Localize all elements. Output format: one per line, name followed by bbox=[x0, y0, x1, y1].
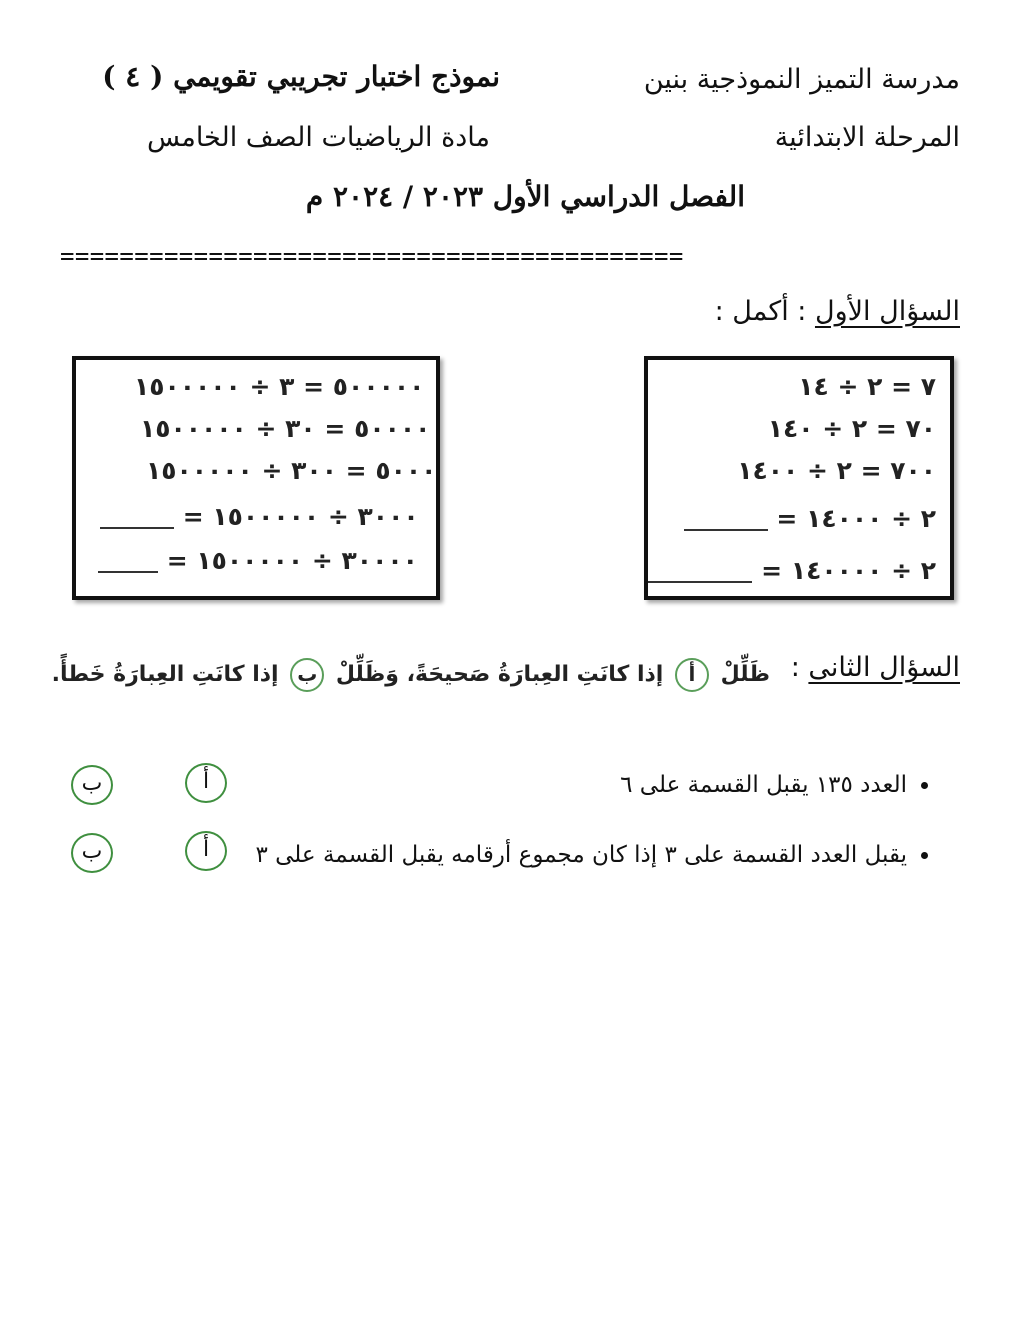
left-row-2 bbox=[140, 414, 430, 443]
q2-title bbox=[791, 652, 960, 683]
left-row-3 bbox=[146, 456, 436, 485]
q1-instruction: : أكمل : bbox=[714, 296, 815, 327]
left-row-4-blank[interactable] bbox=[100, 527, 174, 529]
right-row-1 bbox=[798, 372, 936, 401]
right-row-2-text: ٧٠ = ٢ ÷ ١٤٠ bbox=[767, 414, 936, 443]
right-row-4-blank[interactable] bbox=[684, 529, 768, 531]
bullet-icon bbox=[921, 852, 928, 859]
left-row-5-text: = ٣٠٠٠٠ ÷ ١٥٠٠٠٠٠ bbox=[166, 546, 418, 575]
q1-title bbox=[715, 296, 960, 327]
term-label: الفصل الدراسي الأول ٢٠٢٣ / ٢٠٢٤ م bbox=[305, 180, 745, 213]
right-row-2 bbox=[768, 414, 936, 443]
stage-label: المرحلة الابتدائية bbox=[774, 122, 960, 153]
q1-left-box bbox=[72, 356, 440, 600]
q2-instruction-false-text: إذا كانَتِ العِبارَةُ خَطأً. bbox=[51, 662, 279, 687]
bullet-icon bbox=[921, 782, 928, 789]
left-row-5-blank[interactable] bbox=[98, 571, 158, 573]
left-row-4 bbox=[100, 502, 419, 531]
q2-item-2-option-a[interactable]: أ bbox=[185, 831, 227, 871]
q2-item-2-text: يقبل العدد القسمة على ٣ إذا كان مجموع أرقامه يقبل القسمة على ٣ bbox=[255, 842, 907, 868]
q2-instruction-shade-a: ظَلِّلْ bbox=[720, 662, 770, 687]
subject-label: مادة الرياضيات الصف الخامس bbox=[146, 122, 490, 153]
right-row-1-text: ٧ = ٢ ÷ ١٤ bbox=[798, 372, 936, 401]
left-row-3-text: ٥٠٠٠ = ٣٠٠ ÷ ١٥٠٠٠٠٠ bbox=[146, 456, 437, 485]
separator-line: ========================================== bbox=[60, 242, 684, 270]
right-row-5 bbox=[648, 556, 936, 585]
right-row-5-text: = ٢ ÷ ١٤٠٠٠٠ bbox=[761, 556, 936, 585]
left-row-1-text: ٥٠٠٠٠٠ = ٣ ÷ ١٥٠٠٠٠٠ bbox=[134, 372, 425, 401]
right-row-3 bbox=[737, 456, 936, 485]
right-row-4 bbox=[684, 504, 936, 533]
right-row-4-text: = ٢ ÷ ١٤٠٠٠ bbox=[776, 504, 936, 533]
right-row-3-text: ٧٠٠ = ٢ ÷ ١٤٠٠ bbox=[737, 456, 936, 485]
q2-instruction-option-a: أ bbox=[675, 658, 709, 692]
q2-item-1-text: العدد ١٣٥ يقبل القسمة على ٦ bbox=[620, 772, 907, 798]
q2-item-2-option-b[interactable]: ب bbox=[71, 833, 113, 873]
exam-title: نموذج اختبار تجريبي تقويمي ( ٤ ) bbox=[102, 60, 500, 93]
right-row-5-blank[interactable] bbox=[648, 581, 752, 583]
q2-item-2 bbox=[255, 842, 928, 868]
left-row-1 bbox=[134, 372, 424, 401]
left-row-2-text: ٥٠٠٠٠ = ٣٠ ÷ ١٥٠٠٠٠٠ bbox=[140, 414, 431, 443]
q2-item-1 bbox=[620, 772, 928, 798]
left-row-4-text: = ٣٠٠٠ ÷ ١٥٠٠٠٠٠ bbox=[182, 502, 419, 531]
q2-instruction bbox=[52, 658, 770, 692]
q1-right-box bbox=[644, 356, 954, 600]
school-name: مدرسة التميز النموذجية بنين bbox=[643, 64, 960, 95]
q2-instruction-option-b: ب bbox=[290, 658, 324, 692]
q2-colon: : bbox=[790, 652, 809, 683]
q2-item-1-option-a[interactable]: أ bbox=[185, 763, 227, 803]
left-row-5 bbox=[98, 546, 418, 575]
q2-instruction-true-text: إذا كانَتِ العِبارَةُ صَحيحَةً، وَظَلِّلْ bbox=[335, 662, 664, 687]
q2-heading: السؤال الثانى bbox=[808, 652, 960, 683]
q2-item-1-option-b[interactable]: ب bbox=[71, 765, 113, 805]
q1-heading: السؤال الأول bbox=[814, 296, 960, 327]
